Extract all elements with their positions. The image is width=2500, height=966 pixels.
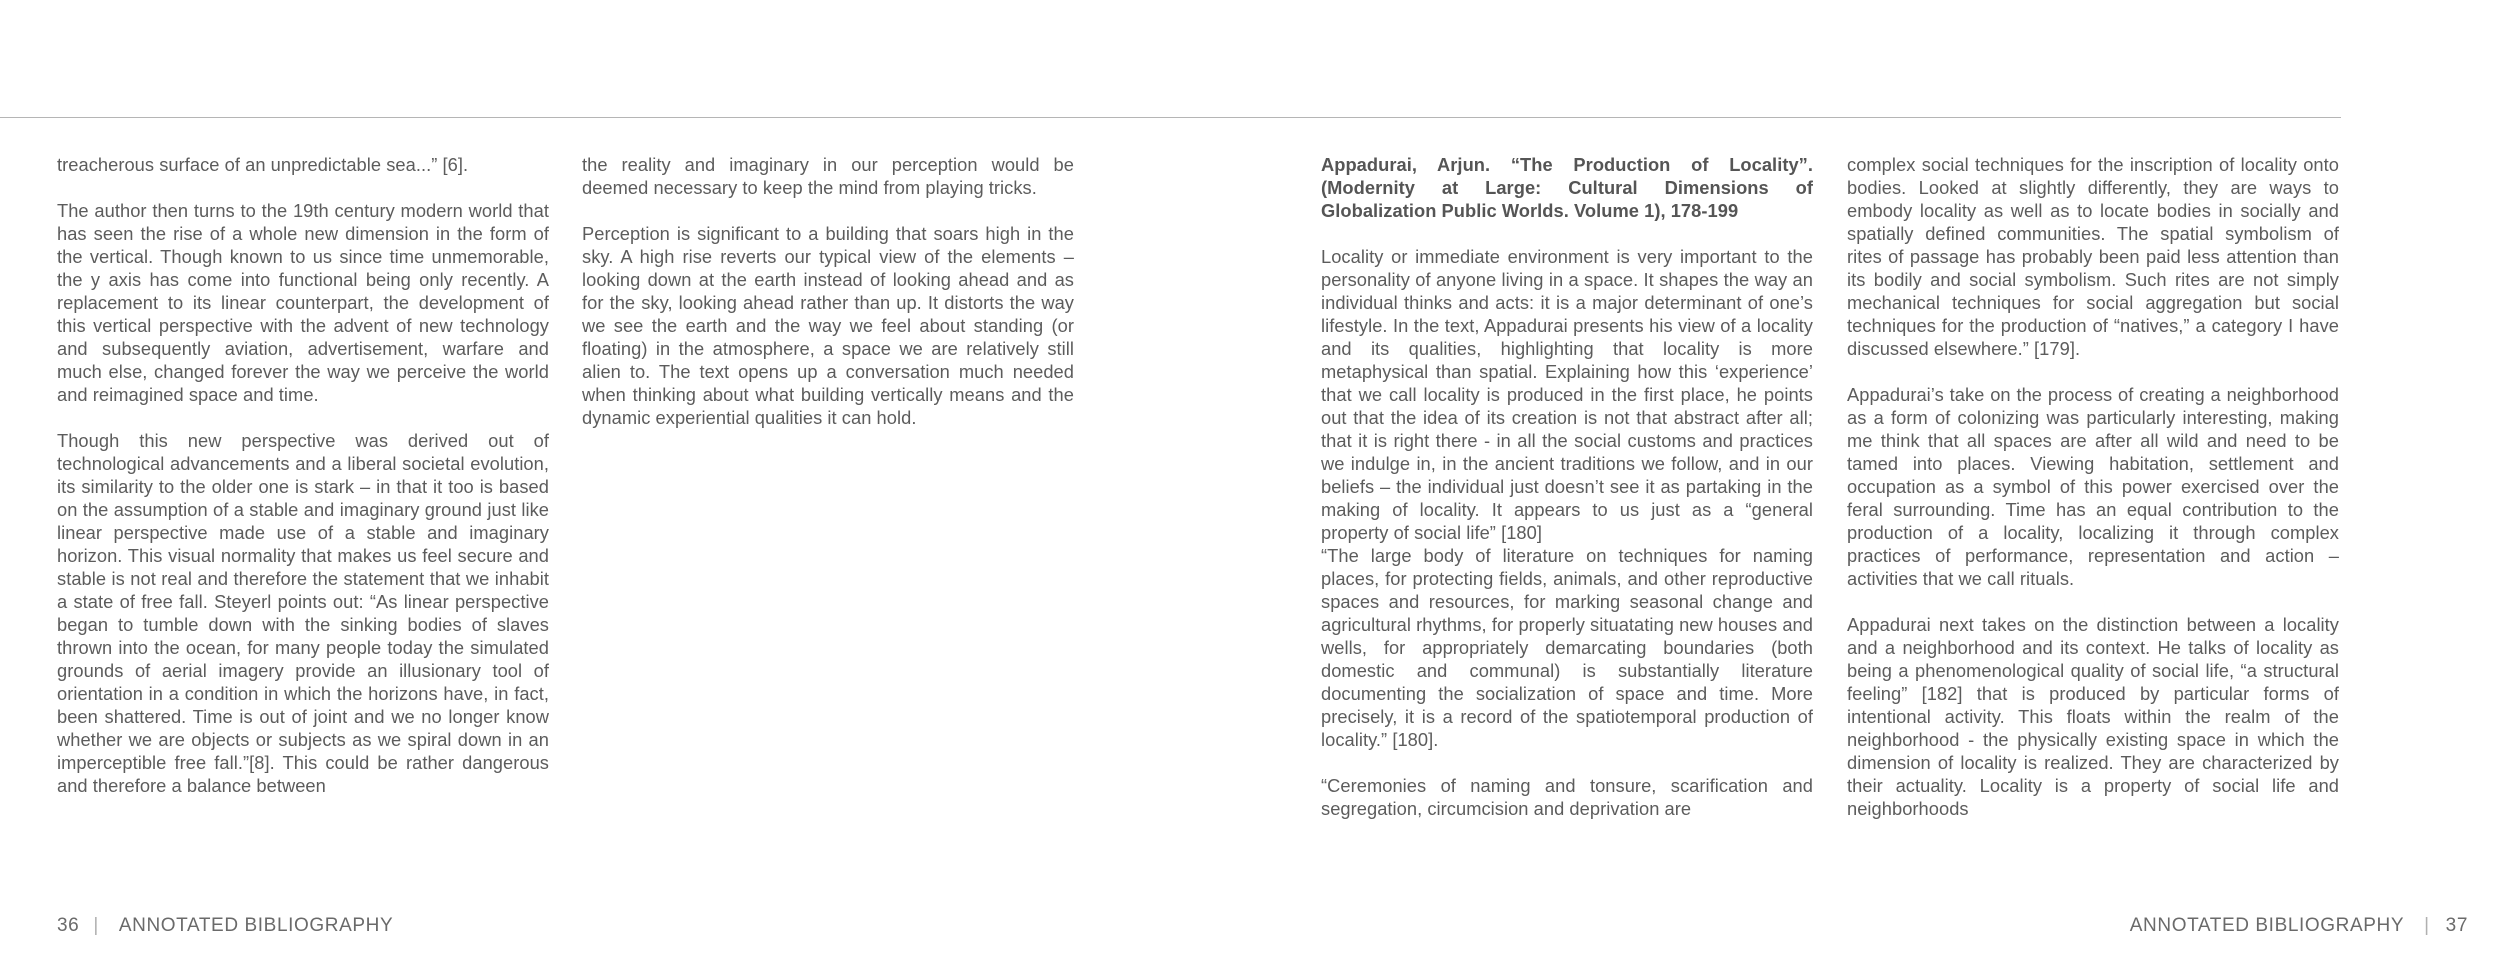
- left-page-column-1: [57, 153, 549, 797]
- paragraph: Locality or immediate environment is very important to the personality of anyone living in a space. It shapes the way an individual thinks and acts: it is a major determinant of one’s lifestyle. In the text, Appadurai presents his view of a locality and its qualities, highlighting that locality is more metaphysical than spatial. Explaining how this ‘experience’ that we call locality is produced in the first place, he points out that the idea of its creation is not that abstract after all; that it is right there - in all the social customs and practices we indulge in, in the ancient traditions we follow, and in our beliefs – the individual just doesn’t see it as partaking in the making of locality. It appears to us just as a “general property of social life” [180]: [1321, 246, 1813, 543]
- right-page-column-2: [1847, 153, 2339, 820]
- paragraph: “Ceremonies of naming and tonsure, scarification and segregation, circumcision and deprivation are: [1321, 775, 1813, 819]
- paragraph: Appadurai’s take on the process of creating a neighborhood as a form of colonizing was particularly interesting, making me think that all spaces are after all wild and need to be tamed into places. Viewing habitation, settlement and occupation as a symbol of this power exercised over the feral surrounding. Time has an equal contribution to the production of a locality, localizing it through complex practices of performance, representation and action – activities that we call rituals.: [1847, 384, 2339, 589]
- running-section-title: ANNOTATED BIBLIOGRAPHY: [2129, 915, 2405, 936]
- header-rule: [0, 117, 2341, 118]
- paragraph: “The large body of literature on techniques for naming places, for protecting fields, animals, and other reproductive spaces and resources, for marking seasonal change and agricultural rhythms, for properly situatating new houses and wells, for appropriately demarcating boundaries (both domestic and communal) is substantially literature documenting the socialization of space and time. More precisely, it is a record of the spatiotemporal production of locality.” [180].: [1321, 545, 1813, 750]
- paragraph: Perception is significant to a building that soars high in the sky. A high rise reverts our typical view of the elements – looking down at the earth instead of looking ahead and as for the sky, looking ahead rather than up. It distorts the way we see the earth and the way we feel about standing (or floating) in the atmosphere, a space we are relatively still alien to. The text opens up a conversation much needed when thinking about what building vertically means and the dynamic experiential qualities it can hold.: [582, 223, 1074, 428]
- right-page-footer: [2130, 914, 2468, 938]
- reference-heading: Appadurai, Arjun. “The Production of Locality”. (Modernity at Large: Cultural Dimensions of Globalization Public Worlds. Volume 1), 178-199: [1321, 154, 1813, 221]
- page-number: 37: [2445, 915, 2468, 936]
- page-number: 36: [57, 915, 80, 936]
- paragraph: The author then turns to the 19th century modern world that has seen the rise of a whole new dimension in the form of the vertical. Though known to us since time unmemorable, the y axis has come into functional being only recently. A replacement to its linear counterpart, the development of this vertical perspective with the advent of new technology and subsequently aviation, advertisement, warfare and much else, changed forever the way we perceive the world and reimagined space and time.: [57, 200, 549, 405]
- footer-separator: |: [93, 915, 99, 936]
- paragraph: Though this new perspective was derived out of technological advancements and a liberal societal evolution, its similarity to the older one is stark – in that it too is based on the assumption of a stable and imaginary ground just like linear perspective made use of a stable and imaginary horizon. This visual normality that makes us feel secure and stable is not real and therefore the statement that we inhabit a state of free fall. Steyerl points out: “As linear perspective began to tumble down with the sinking bodies of slaves thrown into the ocean, for many people today the simulated grounds of aerial imagery provide an illusionary tool of orientation in a condition in which the horizons have, in fact, been shattered. Time is out of joint and we no longer know whether we are objects or subjects as we spiral down in an imperceptible free fall.”[8]. This could be rather dangerous and therefore a balance between: [57, 430, 549, 796]
- paragraph: treacherous surface of an unpredictable sea...” [6].: [57, 154, 469, 175]
- footer-separator: |: [2424, 915, 2430, 936]
- left-page-column-2: [582, 153, 1074, 429]
- paragraph: Appadurai next takes on the distinction between a locality and a neighborhood and its context. He talks of locality as being a phenomenological quality of social life, “a structural feeling” [182] that is produced by particular forms of intentional activity. This floats within the realm of the neighborhood - the physically existing space in which the dimension of locality is realized. They are characterized by their actuality. Locality is a property of social life and neighborhoods: [1847, 614, 2339, 819]
- paragraph: the reality and imaginary in our perception would be deemed necessary to keep the mind from playing tricks.: [582, 154, 1074, 198]
- running-section-title: ANNOTATED BIBLIOGRAPHY: [118, 915, 394, 936]
- paragraph: complex social techniques for the inscription of locality onto bodies. Looked at slightly differently, they are ways to embody locality as well as to locate bodies in socially and spatially defined communities. The spatial symbolism of rites of passage has probably been paid less attention than its bodily and social symbolism. Such rites are not simply mechanical techniques for social aggregation but social techniques for the production of “natives,” a category I have discussed elsewhere.” [179].: [1847, 154, 2339, 359]
- right-page-column-1: [1321, 153, 1813, 820]
- left-page-footer: [57, 914, 393, 938]
